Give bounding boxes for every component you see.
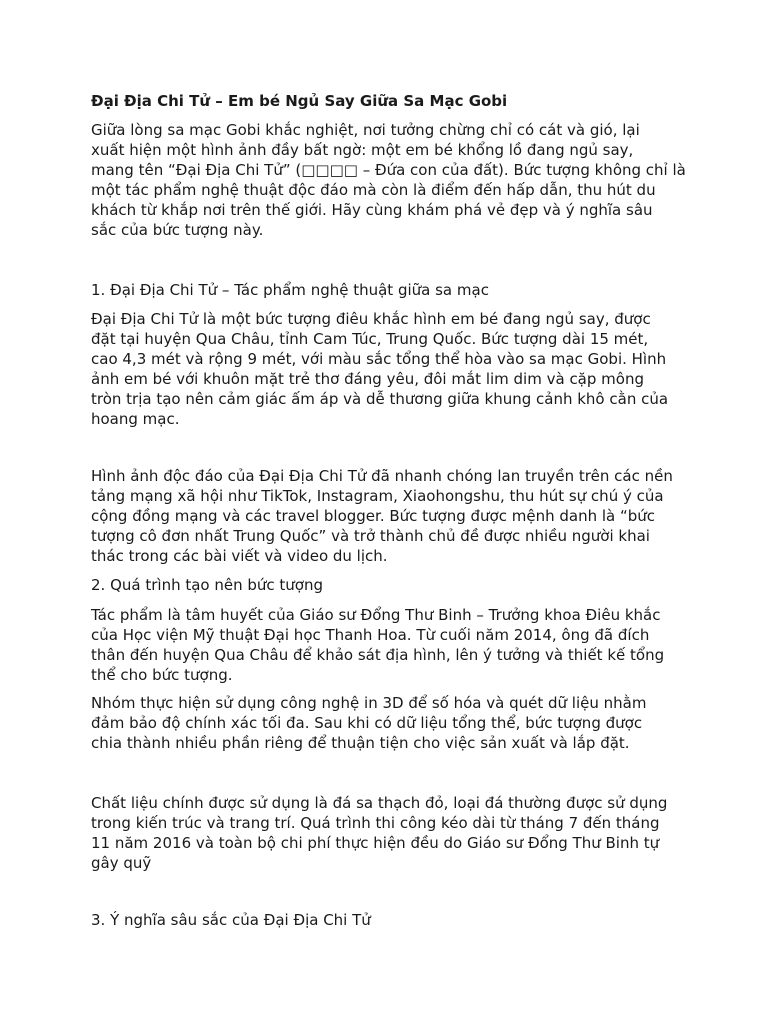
paragraph-2	[91, 466, 691, 566]
text-line: đặt tại huyện Qua Châu, tỉnh Cam Túc, Trung Quốc. Bức tượng dài 15 mét,	[91, 330, 649, 348]
text-line: chia thành nhiều phần riêng để thuận tiện cho việc sản xuất và lắp đặt.	[91, 734, 630, 752]
text-line: tượng cô đơn nhất Trung Quốc” và trở thành chủ đề được nhiều người khai	[91, 527, 650, 545]
text-line: 11 năm 2016 và toàn bộ chi phí thực hiện đều do Giáo sư Đổng Thư Binh tự	[91, 834, 660, 852]
text-line: Giữa lòng sa mạc Gobi khắc nghiệt, nơi tưởng chừng chỉ có cát và gió, lại	[91, 121, 640, 139]
text-line: mang tên “Đại Địa Chi Tử” (□□□□ – Đứa con của đất). Bức tượng không chỉ là	[91, 161, 686, 179]
paragraph-3	[91, 605, 691, 685]
text-line: hoang mạc.	[91, 410, 180, 428]
text-line: tảng mạng xã hội như TikTok, Instagram, Xiaohongshu, thu hút sự chú ý của	[91, 487, 664, 505]
paragraph-4	[91, 693, 691, 753]
section-heading-1: 1. Đại Địa Chi Tử – Tác phẩm nghệ thuật giữa sa mạc	[91, 281, 489, 299]
text-line: thân đến huyện Qua Châu để khảo sát địa hình, lên ý tưởng và thiết kế tổng	[91, 646, 665, 664]
text-line: Chất liệu chính được sử dụng là đá sa thạch đỏ, loại đá thường được sử dụng	[91, 794, 668, 812]
text-line: đảm bảo độ chính xác tối đa. Sau khi có dữ liệu tổng thể, bức tượng được	[91, 714, 643, 732]
text-line: Hình ảnh độc đáo của Đại Địa Chi Tử đã nhanh chóng lan truyền trên các nền	[91, 467, 673, 485]
text-line: cộng đồng mạng và các travel blogger. Bức tượng được mệnh danh là “bức	[91, 507, 656, 525]
text-line: thác trong các bài viết và video du lịch.	[91, 547, 388, 565]
section-heading-3: 3. Ý nghĩa sâu sắc của Đại Địa Chi Tử	[91, 911, 371, 929]
text-line: trong kiến trúc và trang trí. Quá trình thi công kéo dài từ tháng 7 đến tháng	[91, 814, 660, 832]
document-title: Đại Địa Chi Tử – Em bé Ngủ Say Giữa Sa Mạc Gobi	[91, 92, 508, 110]
text-line: một tác phẩm nghệ thuật độc đáo mà còn là điểm đến hấp dẫn, thu hút du	[91, 181, 656, 199]
section-heading-2: 2. Quá trình tạo nên bức tượng	[91, 576, 324, 594]
text-line: xuất hiện một hình ảnh đầy bất ngờ: một em bé khổng lồ đang ngủ say,	[91, 141, 634, 159]
paragraph-1	[91, 309, 691, 429]
intro-paragraph	[91, 120, 691, 240]
text-line: Nhóm thực hiện sử dụng công nghệ in 3D để số hóa và quét dữ liệu nhằm	[91, 694, 647, 712]
text-line: Đại Địa Chi Tử là một bức tượng điêu khắc hình em bé đang ngủ say, được	[91, 310, 651, 328]
text-line: tròn trịa tạo nên cảm giác ấm áp và dễ thương giữa khung cảnh khô cằn của	[91, 390, 669, 408]
text-line: ảnh em bé với khuôn mặt trẻ thơ đáng yêu, đôi mắt lim dim và cặp mông	[91, 370, 644, 388]
text-line: gây quỹ	[91, 854, 152, 872]
text-line: khách từ khắp nơi trên thế giới. Hãy cùng khám phá vẻ đẹp và ý nghĩa sâu	[91, 201, 653, 219]
text-line: sắc của bức tượng này.	[91, 221, 264, 239]
text-line: của Học viện Mỹ thuật Đại học Thanh Hoa. Từ cuối năm 2014, ông đã đích	[91, 626, 650, 644]
text-line: Tác phẩm là tâm huyết của Giáo sư Đổng Thư Binh – Trưởng khoa Điêu khắc	[91, 606, 661, 624]
paragraph-5	[91, 793, 691, 873]
text-line: thể cho bức tượng.	[91, 666, 233, 684]
text-line: cao 4,3 mét và rộng 9 mét, với màu sắc tổng thể hòa vào sa mạc Gobi. Hình	[91, 350, 667, 368]
